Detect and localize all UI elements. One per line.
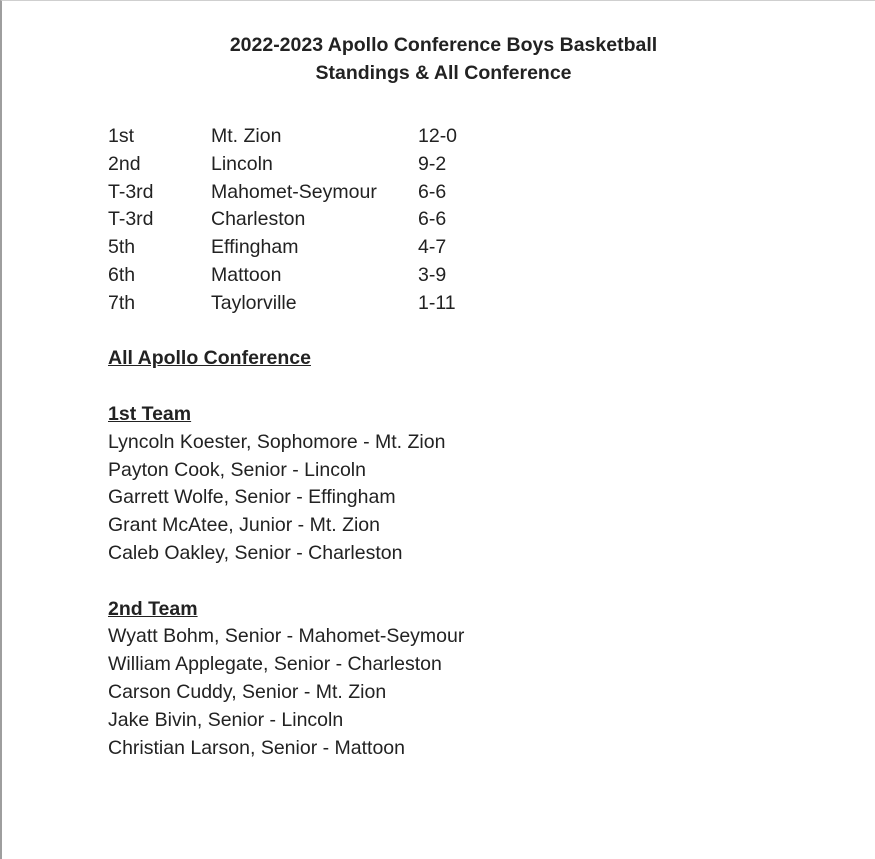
standings-record: 4-7 — [418, 236, 447, 259]
player-entry: Grant McAtee, Junior - Mt. Zion — [108, 514, 381, 537]
player-entry: Wyatt Bohm, Senior - Mahomet-Seymour — [108, 625, 465, 648]
standings-place: 7th — [108, 291, 136, 314]
standings-row — [108, 206, 518, 234]
first-team-heading: 1st Team — [108, 402, 192, 425]
standings-record: 6-6 — [418, 180, 447, 203]
second-team-heading: 2nd Team — [108, 597, 198, 620]
standings-row — [108, 179, 518, 207]
second-team-section — [108, 596, 518, 763]
title-line-2: Standings & All Conference — [315, 62, 572, 84]
first-team-section — [108, 401, 518, 568]
spacer — [108, 568, 518, 596]
standings-team: Effingham — [211, 236, 299, 259]
standings-place: 1st — [108, 125, 135, 147]
standings-team: Taylorville — [211, 291, 297, 314]
document-body — [108, 123, 518, 762]
document-title — [6, 31, 875, 87]
standings-record: 1-11 — [418, 291, 456, 314]
standings-team: Lincoln — [211, 152, 273, 175]
standings-team: Mattoon — [211, 263, 282, 286]
standings-place: 6th — [108, 263, 136, 286]
standings-place: T-3rd — [108, 208, 154, 231]
player-entry: Jake Bivin, Senior - Lincoln — [108, 708, 344, 731]
standings-place: T-3rd — [108, 180, 154, 203]
standings-row — [108, 151, 518, 179]
player-entry: Carson Cuddy, Senior - Mt. Zion — [108, 680, 387, 703]
spacer — [108, 373, 518, 401]
player-entry: Caleb Oakley, Senior - Charleston — [108, 541, 403, 564]
player-entry: Lyncoln Koester, Sophomore - Mt. Zion — [108, 430, 446, 453]
all-conference-heading: All Apollo Conference — [108, 347, 311, 370]
player-entry: Payton Cook, Senior - Lincoln — [108, 458, 366, 481]
player-entry: William Applegate, Senior - Charleston — [108, 653, 442, 676]
standings-team: Mahomet-Seymour — [211, 180, 377, 203]
standings-record: 6-6 — [418, 208, 447, 231]
standings-place: 5th — [108, 236, 136, 259]
standings-row — [108, 262, 518, 290]
title-line-1: 2022-2023 Apollo Conference Boys Basketball — [229, 34, 658, 56]
standings-team: Charleston — [211, 208, 306, 231]
standings-record: 12-0 — [418, 125, 458, 147]
standings-place: 2nd — [108, 152, 141, 175]
standings-team: Mt. Zion — [211, 125, 282, 147]
standings-record: 3-9 — [418, 263, 447, 286]
spacer — [108, 318, 518, 346]
player-entry: Garrett Wolfe, Senior - Effingham — [108, 486, 396, 509]
standings-row — [108, 290, 518, 318]
standings-record: 9-2 — [418, 152, 447, 175]
player-entry: Christian Larson, Senior - Mattoon — [108, 736, 405, 759]
standings-row — [108, 123, 518, 151]
standings-row — [108, 234, 518, 262]
standings-table — [108, 123, 518, 318]
